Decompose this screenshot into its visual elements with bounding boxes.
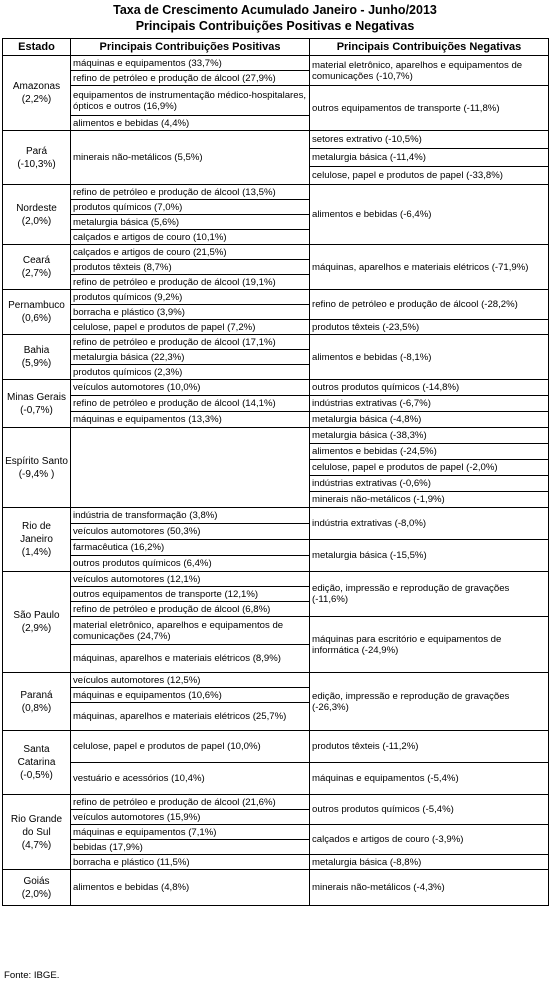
negative-item: indústrias extrativas (-0,6%) [310, 476, 549, 492]
positive-item: máquinas, aparelhos e materiais elétricos (25,7%) [71, 703, 310, 731]
table-subtitle: Principais Contribuições Positivas e Negativas [135, 19, 415, 33]
negative-item: outros produtos químicos (-14,8%) [310, 380, 549, 396]
state-cell [3, 290, 71, 335]
negative-item: alimentos e bebidas (-8,1%) [310, 335, 549, 380]
state-name: São Paulo [13, 610, 60, 621]
state-name: Amazonas [12, 81, 61, 92]
negative-item: celulose, papel e produtos de papel (-33,8%) [310, 167, 549, 185]
state-value: (2,0%) [21, 888, 52, 900]
positive-item: celulose, papel e produtos de papel (10,0%) [71, 731, 310, 763]
state-value: (5,9%) [21, 358, 52, 369]
state-value: (-10,3%) [17, 158, 56, 170]
negative-item: edição, impressão e reprodução de gravações (-26,3%) [310, 673, 549, 731]
negative-item: celulose, papel e produtos de papel (-2,0%) [310, 460, 549, 476]
header-positivas: Principais Contribuições Positivas [71, 39, 310, 56]
state-name: Rio de Janeiro [20, 521, 53, 545]
state-value: (0,6%) [21, 313, 52, 324]
positive-item: indústria de transformação (3,8%) [71, 508, 310, 524]
state-name: Pernambuco [8, 300, 65, 311]
state-cell [3, 731, 71, 795]
state-value: (2,2%) [21, 94, 52, 105]
positive-item: máquinas e equipamentos (33,7%) [71, 56, 310, 71]
positive-item: refino de petróleo e produção de álcool (13,5%) [71, 185, 310, 200]
positive-item: refino de petróleo e produção de álcool (6,8%) [71, 602, 310, 617]
state-name: Goiás [23, 875, 50, 887]
negative-item: metalurgia básica (-8,8%) [310, 855, 549, 870]
positive-item: borracha e plástico (11,5%) [71, 855, 310, 870]
negative-item: metalurgia básica (-4,8%) [310, 412, 549, 428]
negative-item: máquinas e equipamentos (-5,4%) [310, 763, 549, 795]
state-name: Paraná [20, 689, 53, 701]
positive-item: máquinas e equipamentos (10,6%) [71, 688, 310, 703]
positive-item: máquinas e equipamentos (13,3%) [71, 412, 310, 428]
positive-item: veículos automotores (12,1%) [71, 572, 310, 587]
positive-item: máquinas e equipamentos (7,1%) [71, 825, 310, 840]
state-name: Bahia [23, 345, 50, 356]
state-cell [3, 380, 71, 428]
negative-item: máquinas, aparelhos e materiais elétricos (-71,9%) [310, 245, 549, 290]
state-cell [3, 508, 71, 572]
positive-item: calçados e artigos de couro (21,5%) [71, 245, 310, 260]
positive-item: metalurgia básica (22,3%) [71, 350, 310, 365]
header-negativas: Principais Contribuições Negativas [310, 39, 549, 56]
state-cell [3, 335, 71, 380]
positive-item: veículos automotores (50,3%) [71, 524, 310, 540]
negative-item: metalurgia básica (-11,4%) [310, 149, 549, 167]
positive-item: veículos automotores (15,9%) [71, 810, 310, 825]
state-value: (-9,4% ) [18, 468, 55, 480]
state-cell [3, 572, 71, 673]
negative-item: material eletrônico, aparelhos e equipamentos de comunicações (-10,7%) [310, 56, 549, 86]
positive-item: vestuário e acessórios (10,4%) [71, 763, 310, 795]
state-name: Nordeste [16, 202, 57, 214]
positive-item: metalurgia básica (5,6%) [71, 215, 310, 230]
state-value: (2,9%) [21, 623, 52, 634]
negative-item [310, 396, 549, 412]
positive-item: alimentos e bebidas (4,4%) [71, 116, 310, 131]
source-note: Fonte: IBGE. [4, 970, 60, 981]
state-name: Espírito Santo [5, 455, 68, 467]
state-cell [3, 673, 71, 731]
header-estado: Estado [3, 39, 71, 56]
negative-item: edição, impressão e reprodução de gravações (-11,6%) [310, 572, 549, 617]
negative-item: metalurgia básica (-38,3%) [310, 428, 549, 444]
table-title: Taxa de Crescimento Acumulado Janeiro - Junho/2013 [113, 3, 437, 17]
positive-item: veículos automotores (10,0%) [71, 380, 310, 396]
state-cell [3, 131, 71, 185]
positive-item: equipamentos de instrumentação médico-hospitalares, ópticos e outros (16,9%) [71, 86, 310, 116]
state-cell [3, 870, 71, 906]
state-value: (-0,7%) [20, 404, 53, 416]
positive-item: outros equipamentos de transporte (12,1%) [71, 587, 310, 602]
positive-item: refino de petróleo e produção de álcool (14,1%) [71, 396, 310, 412]
positive-item: refino de petróleo e produção de álcool (27,9%) [71, 71, 310, 86]
positive-item: material eletrônico, aparelhos e equipamentos de comunicações (24,7%) [71, 617, 310, 645]
negative-item: indústria extrativas (-8,0%) [310, 508, 549, 540]
negative-item: produtos têxteis (-11,2%) [310, 731, 549, 763]
positive-item: celulose, papel e produtos de papel (7,2%) [71, 320, 310, 335]
positive-item: máquinas, aparelhos e materiais elétricos (8,9%) [71, 645, 310, 673]
state-name: Pará [25, 145, 48, 157]
state-value: (1,4%) [21, 547, 52, 558]
negative-item: minerais não-metálicos (-1,9%) [310, 492, 549, 508]
state-name: Ceará [22, 255, 51, 266]
state-value: (2,0%) [21, 215, 52, 227]
state-name: Rio Grande do Sul [10, 813, 63, 838]
state-name: Minas Gerais [7, 391, 66, 403]
negative-item: outros equipamentos de transporte (-11,8%) [310, 86, 549, 131]
positive-item: borracha e plástico (3,9%) [71, 305, 310, 320]
contributions-table [2, 38, 549, 906]
state-name: Santa Catarina [17, 744, 56, 768]
positive-item: produtos têxteis (8,7%) [71, 260, 310, 275]
state-cell [3, 185, 71, 245]
positive-item: refino de petróleo e produção de álcool (21,6%) [71, 795, 310, 810]
state-cell [3, 245, 71, 290]
state-value: (4,7%) [21, 839, 52, 851]
positive-item: refino de petróleo e produção de álcool (17,1%) [71, 335, 310, 350]
positive-item: farmacêutica (16,2%) [71, 540, 310, 556]
state-value: (-0,5%) [20, 770, 53, 781]
state-cell [3, 56, 71, 131]
negative-item: outros produtos químicos (-5,4%) [310, 795, 549, 825]
positive-item: minerais não-metálicos (5,5%) [71, 131, 310, 185]
positive-item: veículos automotores (12,5%) [71, 673, 310, 688]
negative-item: minerais não-metálicos (-4,3%) [310, 870, 549, 906]
positive-item: produtos químicos (9,2%) [71, 290, 310, 305]
positive-item: alimentos e bebidas (4,8%) [71, 870, 310, 906]
positive-item: outros produtos químicos (6,4%) [71, 556, 310, 572]
positive-item: calçados e artigos de couro (10,1%) [71, 230, 310, 245]
negative-item: máquinas para escritório e equipamentos de informática (-24,9%) [310, 617, 549, 673]
negative-item: metalurgia básica (-15,5%) [310, 540, 549, 572]
negative-item: calçados e artigos de couro (-3,9%) [310, 825, 549, 855]
negative-item: alimentos e bebidas (-24,5%) [310, 444, 549, 460]
header-row [3, 39, 549, 56]
positive-item: produtos químicos (2,3%) [71, 365, 310, 380]
positive-item: produtos químicos (7,0%) [71, 200, 310, 215]
negative-item: setores extrativo (-10,5%) [310, 131, 549, 149]
state-cell [3, 428, 71, 508]
positive-item-empty [71, 428, 310, 508]
positive-item: refino de petróleo e produção de álcool (19,1%) [71, 275, 310, 290]
state-value: (2,7%) [21, 268, 52, 279]
positive-item: bebidas (17,9%) [71, 840, 310, 855]
state-cell [3, 795, 71, 870]
negative-item: alimentos e bebidas (-6,4%) [310, 185, 549, 245]
negative-item: refino de petróleo e produção de álcool (-28,2%) [310, 290, 549, 320]
negative-item-text: indústrias extrativas (-6,7%) [312, 398, 431, 409]
negative-item: produtos têxteis (-23,5%) [310, 320, 549, 335]
state-value: (0,8%) [21, 702, 52, 714]
